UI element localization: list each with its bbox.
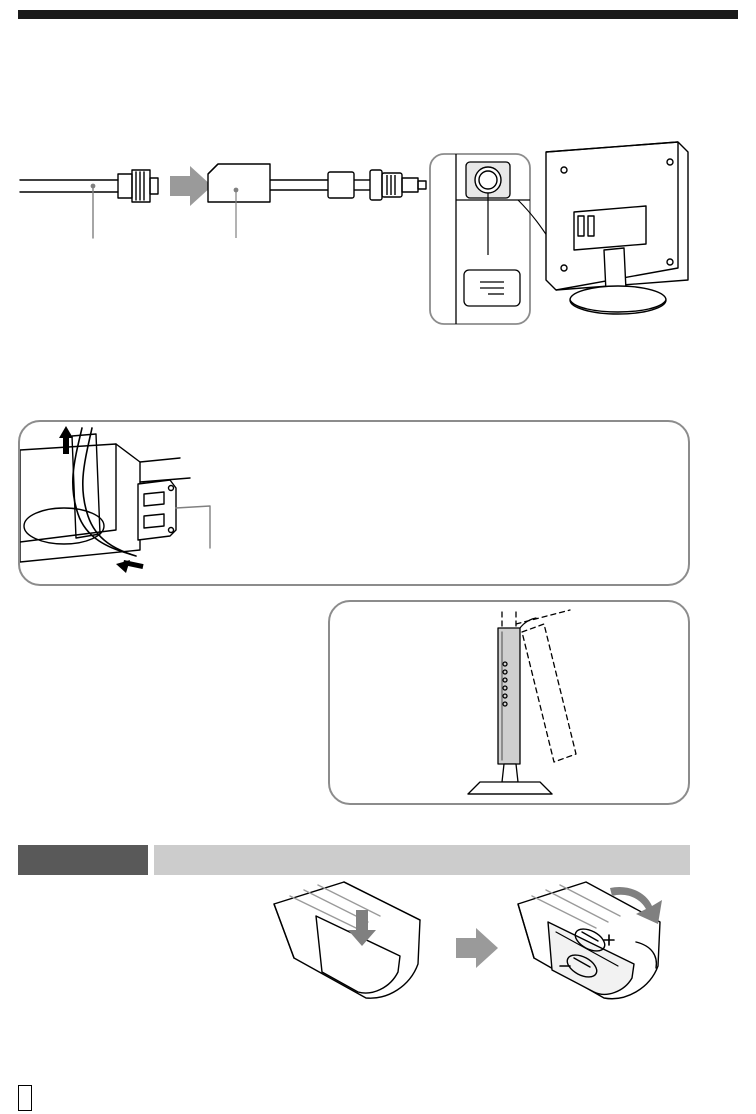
figure-power-connection — [18, 140, 708, 340]
arrow-right-icon-3 — [456, 928, 498, 968]
section-band-number-block — [18, 845, 148, 875]
arrow-right-icon — [170, 166, 212, 206]
figure-remote-battery — [260, 880, 680, 1020]
top-rule — [18, 10, 738, 19]
figure-cable-holder — [20, 422, 688, 584]
section-band-title-block — [154, 845, 690, 875]
figure-cable-holder-panel — [18, 420, 690, 586]
arrow-down-left-icon — [116, 560, 144, 573]
figure-tilt-angle-panel — [328, 600, 690, 805]
figure-tilt-angle — [330, 602, 688, 803]
section-band — [18, 845, 690, 875]
page-tab-marker — [18, 1085, 32, 1111]
